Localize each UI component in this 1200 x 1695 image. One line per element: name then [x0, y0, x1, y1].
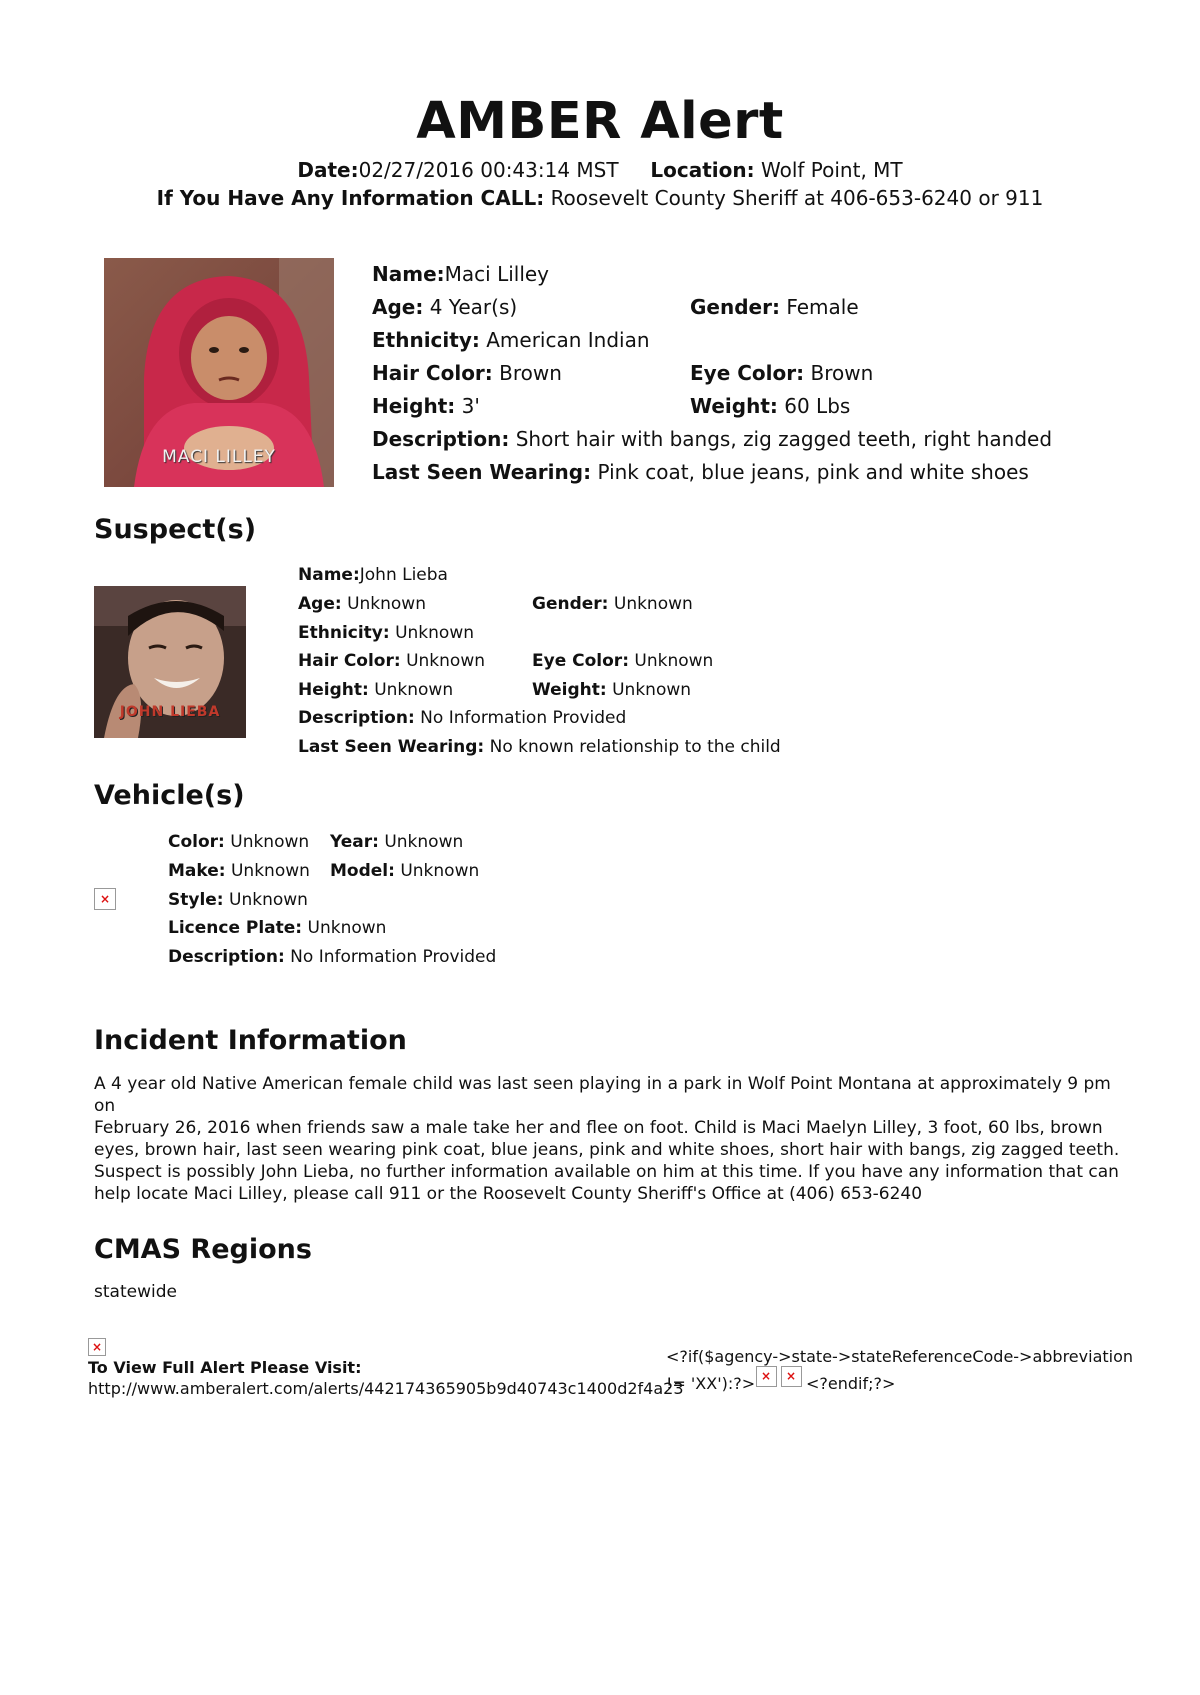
vehicle-broken-image-icon: × — [94, 888, 116, 910]
suspect-description-label: Description: — [298, 708, 415, 728]
date-label: Date: — [297, 158, 359, 182]
template-code-if: != 'XX'):?> — [666, 1374, 756, 1393]
vehicle-description-row — [168, 947, 496, 967]
vehicle-make: Unknown — [230, 861, 310, 881]
child-description: Short hair with bangs, zig zagged teeth, right handed — [515, 427, 1053, 451]
date-value: 02/27/2016 00:43:14 MST — [358, 158, 619, 182]
incident-text — [94, 1073, 1124, 1205]
child-name-label: Name: — [372, 262, 445, 286]
vehicle-color-row — [168, 832, 309, 852]
suspect-age-row — [298, 594, 426, 614]
vehicle-plate: Unknown — [307, 918, 387, 938]
child-wearing-label: Last Seen Wearing: — [372, 460, 592, 484]
incident-line: A 4 year old Native American female child was last seen playing in a park in Wolf Point Montana at approximately 9 pm on — [94, 1074, 1111, 1116]
suspect-photo-caption: JOHN LIEBA — [119, 704, 221, 720]
suspect-name-row — [298, 565, 448, 585]
incident-line: help locate Maci Lilley, please call 911 or the Roosevelt County Sheriff's Office at (406) 653-6240 — [94, 1184, 923, 1204]
suspect-eye-row — [532, 651, 713, 671]
suspect-ethnicity-row — [298, 623, 474, 643]
incident-line: Suspect is possibly John Lieba, no further information available on him at this time. If you have any information that can — [94, 1162, 1119, 1182]
child-age: 4 Year(s) — [429, 295, 518, 319]
child-weight: 60 Lbs — [784, 394, 851, 418]
vehicle-plate-row — [168, 918, 386, 938]
alert-title: AMBER Alert — [416, 92, 784, 151]
call-line — [0, 186, 1200, 210]
cmas-heading: CMAS Regions — [94, 1234, 312, 1265]
suspect-weight-row — [532, 680, 691, 700]
suspect-description-row — [298, 708, 626, 728]
child-wearing: Pink coat, blue jeans, pink and white shoes — [597, 460, 1029, 484]
vehicle-model: Unknown — [400, 861, 480, 881]
suspect-eye: Unknown — [634, 651, 714, 671]
call-value: Roosevelt County Sheriff at 406-653-6240 or 911 — [550, 186, 1044, 210]
child-gender: Female — [786, 295, 859, 319]
suspect-hair: Unknown — [406, 651, 486, 671]
child-ethnicity-row — [372, 328, 650, 352]
vehicle-color-label: Color: — [168, 832, 225, 852]
child-eye-label: Eye Color: — [690, 361, 805, 385]
suspect-heading: Suspect(s) — [94, 514, 257, 545]
suspect-name: John Lieba — [359, 565, 448, 585]
child-description-row — [372, 427, 1052, 451]
suspect-height: Unknown — [374, 680, 454, 700]
vehicle-style-row — [168, 890, 308, 910]
vehicle-style: Unknown — [229, 890, 308, 910]
child-hair: Brown — [499, 361, 562, 385]
template-code-line-1: <?if($agency->state->stateReferenceCode->abbreviation — [666, 1347, 1134, 1366]
child-wearing-row — [372, 460, 1029, 484]
suspect-height-label: Height: — [298, 680, 369, 700]
suspect-age: Unknown — [347, 594, 426, 614]
template-code-line-2 — [666, 1374, 755, 1393]
vehicle-year-row — [330, 832, 463, 852]
child-hair-label: Hair Color: — [372, 361, 493, 385]
suspect-weight: Unknown — [612, 680, 692, 700]
child-hair-row — [372, 361, 562, 385]
vehicle-year: Unknown — [384, 832, 464, 852]
suspect-ethnicity-label: Ethnicity: — [298, 623, 390, 643]
cmas-value: statewide — [94, 1282, 177, 1302]
suspect-name-label: Name: — [298, 565, 360, 585]
suspect-weight-label: Weight: — [532, 680, 607, 700]
child-eye: Brown — [810, 361, 874, 385]
location-label: Location: — [650, 158, 755, 182]
vehicle-model-label: Model: — [330, 861, 395, 881]
child-name-row — [372, 262, 549, 286]
date-location-line — [0, 158, 1200, 182]
incident-heading: Incident Information — [94, 1025, 407, 1056]
template-code-endif: <?endif;?> — [806, 1374, 896, 1393]
visit-label: To View Full Alert Please Visit: — [88, 1358, 362, 1377]
alert-url[interactable]: http://www.amberalert.com/alerts/442174365905b9d40743c1400d2f4a23 — [88, 1379, 684, 1398]
vehicle-heading: Vehicle(s) — [94, 780, 245, 811]
suspect-gender-row — [532, 594, 693, 614]
broken-image-icon: × — [781, 1366, 802, 1387]
vehicle-description-label: Description: — [168, 947, 285, 967]
suspect-hair-label: Hair Color: — [298, 651, 401, 671]
suspect-description: No Information Provided — [420, 708, 627, 728]
vehicle-make-row — [168, 861, 310, 881]
suspect-wearing: No known relationship to the child — [489, 737, 781, 757]
suspect-hair-row — [298, 651, 485, 671]
child-age-label: Age: — [372, 295, 424, 319]
child-gender-label: Gender: — [690, 295, 780, 319]
vehicle-description: No Information Provided — [290, 947, 497, 967]
footer-broken-image-icon: × — [88, 1338, 106, 1356]
vehicle-year-label: Year: — [330, 832, 379, 852]
suspect-height-row — [298, 680, 453, 700]
suspect-wearing-label: Last Seen Wearing: — [298, 737, 485, 757]
suspect-wearing-row — [298, 737, 781, 757]
child-weight-row — [690, 394, 850, 418]
child-height-label: Height: — [372, 394, 456, 418]
incident-line: eyes, brown hair, last seen wearing pink coat, blue jeans, pink and white shoes, short hair with bangs, zig zagged teeth. — [94, 1140, 1120, 1160]
child-description-label: Description: — [372, 427, 510, 451]
incident-line: February 26, 2016 when friends saw a male take her and flee on foot. Child is Maci Maelyn Lilley, 3 foot, 60 lbs, brown — [94, 1118, 1103, 1138]
suspect-age-label: Age: — [298, 594, 342, 614]
vehicle-color: Unknown — [230, 832, 310, 852]
vehicle-make-label: Make: — [168, 861, 226, 881]
child-height: 3' — [461, 394, 480, 418]
child-photo-caption: MACI LILLEY — [162, 447, 276, 467]
call-label: If You Have Any Information CALL: — [156, 186, 545, 210]
child-age-row — [372, 295, 517, 319]
broken-image-icon: × — [756, 1366, 777, 1387]
vehicle-plate-label: Licence Plate: — [168, 918, 303, 938]
suspect-photo — [94, 586, 246, 738]
child-eye-row — [690, 361, 873, 385]
suspect-gender-label: Gender: — [532, 594, 609, 614]
child-ethnicity-label: Ethnicity: — [372, 328, 480, 352]
location-value: Wolf Point, MT — [760, 158, 903, 182]
child-name: Maci Lilley — [444, 262, 550, 286]
child-weight-label: Weight: — [690, 394, 778, 418]
child-height-row — [372, 394, 480, 418]
suspect-gender: Unknown — [613, 594, 693, 614]
suspect-ethnicity: Unknown — [395, 623, 475, 643]
child-gender-row — [690, 295, 859, 319]
child-photo — [104, 258, 334, 487]
child-ethnicity: American Indian — [486, 328, 650, 352]
vehicle-style-label: Style: — [168, 890, 224, 910]
suspect-eye-label: Eye Color: — [532, 651, 629, 671]
vehicle-model-row — [330, 861, 479, 881]
